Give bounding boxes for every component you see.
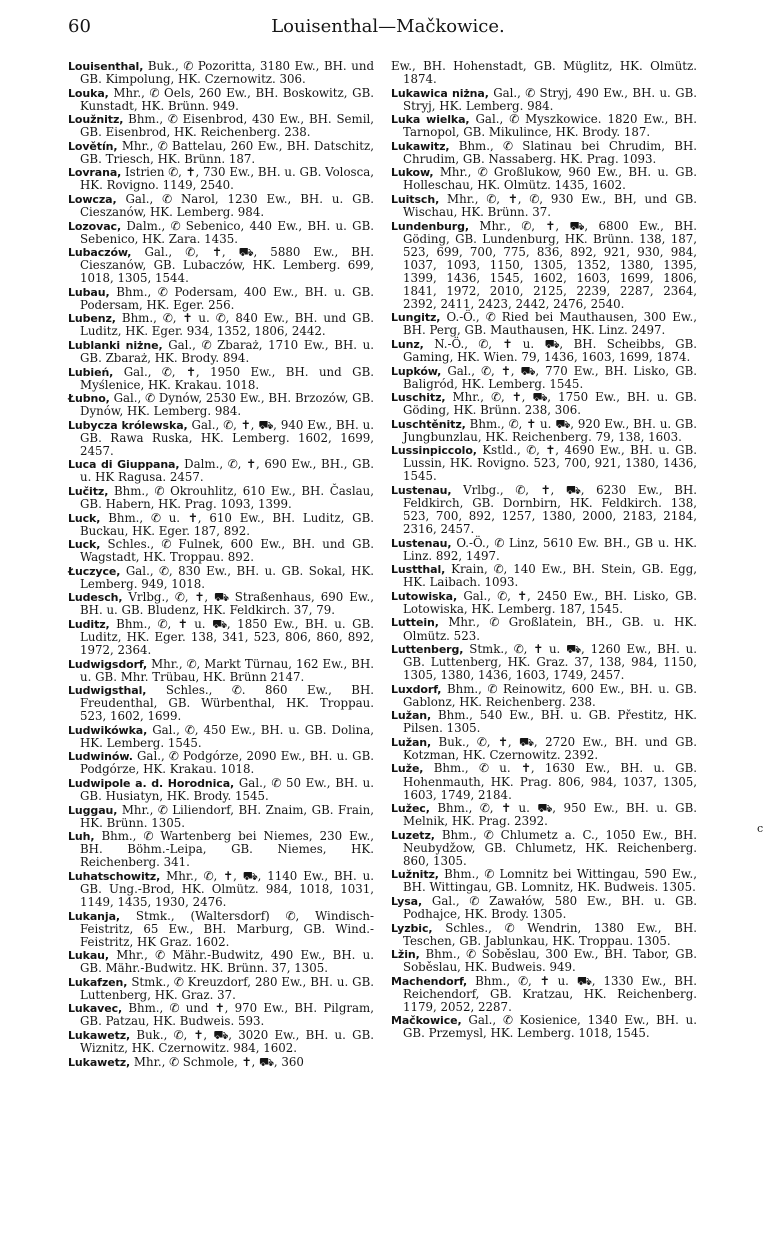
entry-headword: Ludwipole a. d. Horodnica, — [68, 777, 235, 791]
entry-text: Bhm., ✆, ✝ u. ✆, 840 Ew., BH. und GB. Luditz, HK. Eger. 934, 1352, 1806, 2442. — [80, 311, 375, 339]
gazetteer-entry — [391, 193, 697, 219]
entry-headword: Ludwigsthal, — [68, 684, 147, 698]
entry-headword: Lukawitz, — [391, 139, 450, 153]
gazetteer-entry — [68, 658, 374, 684]
entry-headword: Lukavec, — [68, 1002, 123, 1016]
gazetteer-entry — [68, 312, 374, 338]
gazetteer-entry — [391, 140, 697, 166]
entry-headword: Luxdorf, — [391, 682, 442, 696]
entry-text: Gal., ✆, ✝, 1950 Ew., BH. und GB. Myślenice, HK. Krakau. 1018. — [80, 364, 375, 392]
gazetteer-entry — [391, 220, 697, 311]
gazetteer-entry — [68, 485, 374, 511]
gazetteer-entry — [68, 684, 374, 723]
entry-text: O.-Ö., ✆ Ried bei Mauthausen, 300 Ew., BH. Perg, GB. Mauthausen, HK. Linz. 2497. — [403, 310, 698, 338]
entry-text: Mhr., ✆ Großlukow, 960 Ew., BH. u. GB. Holleschau, HK. Olmütz. 1435, 1602. — [403, 165, 698, 193]
entry-headword: Łubno, — [68, 392, 110, 406]
page-header — [68, 16, 708, 42]
entry-text: Mhr., ✆ Großlatein, BH., GB. u. HK. Olmütz. 523. — [403, 615, 697, 643]
entry-text: Bhm., ✆ Podersam, 400 Ew., BH. u. GB. Podersam, HK. Eger. 256. — [80, 284, 374, 312]
entry-headword: Ludwinów. — [68, 750, 133, 764]
entry-headword: Lozovac, — [68, 219, 122, 233]
gazetteer-entry — [68, 976, 374, 1002]
entry-text: Stmk., (Waltersdorf) ✆, Windisch-Feistritz, 65 Ew., BH. Marburg, GB. Wind.-Feistritz, HK Graz. 1602. — [80, 908, 374, 949]
entry-text: Bhm., ✆ Reinowitz, 600 Ew., BH. u. GB. Gablonz, HK. Reichenberg. 238. — [403, 681, 697, 709]
entry-text: Dalm., ✆, ✝, 690 Ew., BH., GB. u. HK Ragusa. 2457. — [80, 457, 375, 485]
entry-text: Vrlbg., ✆, ✝, ⛟ Straßenhaus, 690 Ew., BH. u. GB. Bludenz, HK. Feldkirch. 37, 79. — [80, 590, 374, 618]
gazetteer-entry — [391, 418, 697, 444]
entry-headword: Lukawetz, — [68, 1028, 131, 1042]
gazetteer-entry — [391, 802, 697, 828]
entry-headword: Luttenberg, — [391, 643, 464, 657]
gazetteer-entry — [68, 392, 374, 418]
entry-headword: Lupków, — [391, 364, 442, 378]
entry-headword: Loužnitz, — [68, 113, 124, 127]
entry-text: Bhm., ✆ Lomnitz bei Wittingau, 590 Ew., BH. Wittingau, GB. Lomnitz, HK. Budweis. 1305. — [403, 867, 697, 895]
gazetteer-entry — [68, 339, 374, 365]
gazetteer-entry — [391, 868, 697, 894]
entry-text: Ew., BH. Hohenstadt, GB. Müglitz, HK. Olmütz. 1874. — [391, 59, 697, 87]
entry-headword: Ludesch, — [68, 591, 123, 605]
entry-text: Stmk., ✆, ✝ u. ⛟, 1260 Ew., BH. u. GB. Luttenberg, HK. Graz. 37, 138, 984, 1150, 1305, 1380, 1436, 1603, 1749, 2457. — [403, 642, 698, 683]
entry-text: Gal., ✆ Dynów, 2530 Ew., BH. Brzozów, GB. Dynów, HK. Lemberg. 984. — [80, 391, 375, 419]
entry-headword: Luditz, — [68, 617, 110, 631]
entry-headword: Luitsch, — [391, 192, 440, 206]
gazetteer-entry — [68, 804, 374, 830]
entry-text: O.-Ö., ✆ Linz, 5610 Ew. BH., GB u. HK. Linz. 892, 1497. — [403, 535, 698, 563]
entry-text: Buk., ✆, ✝, ⛟, 2720 Ew., BH. und GB. Kotzman, HK. Czernowitz. 2392. — [403, 734, 698, 762]
entry-headword: Lučitz, — [68, 485, 109, 498]
entry-headword: Machendorf, — [391, 974, 468, 988]
gazetteer-entry — [391, 338, 697, 364]
page-number: 60 — [68, 16, 91, 37]
entry-headword: Luschitz, — [391, 391, 446, 405]
entry-text: Bhm., ✆ Okrouhlitz, 610 Ew., BH. Časlau, GB. Habern, HK. Prag. 1093, 1399. — [80, 484, 374, 512]
entry-headword: Luggau, — [68, 803, 118, 817]
entry-text: Schles., ✆ Fulnek, 600 Ew., BH. und GB. Wagstadt, HK. Troppau. 892. — [80, 537, 374, 565]
entry-text: Mhr., ✆ Liliendorf, BH. Znaim, GB. Frain, HK. Brünn. 1305. — [80, 802, 374, 830]
entry-text: Kstld., ✆, ✝, 4690 Ew., BH. u. GB. Lussin, HK. Rovigno. 523, 700, 921, 1380, 1436, 1545. — [403, 443, 698, 484]
gazetteer-entry — [391, 166, 697, 192]
gazetteer-entry — [68, 949, 374, 975]
entry-text: Mhr., ✆ Mähr.-Budwitz, 490 Ew., BH. u. GB. Mähr.-Budwitz. HK. Brünn. 37, 1305. — [80, 948, 375, 976]
entry-text: Vrlbg., ✆, ✝, ⛟, 6230 Ew., BH. Feldkirch, GB. Dornbirn, HK. Feldkirch. 138, 523, 700, 892, 1257, 1380, 2000, 2183, 2184, 2316, 2457. — [403, 483, 697, 537]
entry-headword: Lysa, — [391, 894, 423, 908]
entry-text: Bhm., ✆ u. ✝, 610 Ew., BH. Luditz, GB. Buckau, HK. Eger. 187, 892. — [80, 510, 375, 538]
gazetteer-entry — [68, 618, 374, 657]
entry-text: Dalm., ✆ Sebenico, 440 Ew., BH. u. GB. Sebenico, HK. Zara. 1435. — [80, 218, 374, 246]
gazetteer-entry — [391, 829, 697, 868]
entry-headword: Lundenburg, — [391, 219, 469, 233]
entry-headword: Lunz, — [391, 337, 424, 351]
gazetteer-entry — [391, 391, 697, 417]
entry-headword: Lubenz, — [68, 312, 116, 326]
entry-headword: Lukanja, — [68, 909, 120, 923]
gazetteer-entry — [391, 113, 697, 139]
margin-mark: c — [757, 822, 764, 835]
entry-text: Bhm., ✆, ✝ u. ⛟, 920 Ew., BH. u. GB. Jungbunzlau, HK. Reichenberg. 79, 138, 1603. — [403, 416, 697, 444]
entry-text: Bhm., ✆ Wartenberg bei Niemes, 230 Ew., BH. Böhm.-Leipa, GB. Niemes, HK. Reichenberg. 341. — [80, 829, 374, 870]
entry-headword: Lužan, — [391, 735, 432, 749]
entry-text: Gal., ✆, ✝, ⛟, 940 Ew., BH. u. GB. Rawa Ruska, HK. Lemberg. 1602, 1699, 2457. — [80, 417, 375, 458]
entry-headword: Luca di Giuppana, — [68, 458, 180, 472]
entry-headword: Luh, — [68, 830, 95, 844]
entry-text: Bhm., ✆, ✝ u. ⛟, 1850 Ew., BH. u. GB. Luditz, HK. Eger. 138, 341, 523, 806, 860, 892, 1972, 2364. — [80, 616, 375, 658]
entry-text: Schles., ✆. 860 Ew., BH. Freudenthal, GB. Würbenthal, HK. Troppau. 523, 1602, 1699. — [80, 683, 375, 724]
right-column — [391, 60, 697, 1041]
entry-text: Mhr., ✆, ✝, ⛟, 1750 Ew., BH. u. GB. Göding, HK. Brünn. 238, 306. — [403, 390, 698, 418]
entry-text: Gal., ✆, 830 Ew., BH. u. GB. Sokal, HK. Lemberg. 949, 1018. — [80, 563, 375, 591]
entry-text: Bhm., ✆, ✝ u. ⛟, 950 Ew., BH. u. GB. Melnik, HK. Prag. 2392. — [403, 801, 697, 829]
entry-headword: Lžin, — [391, 948, 420, 962]
entry-headword: Lužec, — [391, 802, 430, 816]
gazetteer-entry — [68, 724, 374, 750]
entry-text: Mhr., ✆ Schmole, ✝, ⛟, 360 — [133, 1054, 304, 1069]
entry-headword: Lubau, — [68, 285, 110, 299]
entry-headword: Łuczyce, — [68, 564, 121, 578]
gazetteer-entry — [391, 563, 697, 589]
gazetteer-entry — [391, 616, 697, 642]
gazetteer-entry — [68, 565, 374, 591]
entry-headword: Lukau, — [68, 949, 109, 963]
entry-headword: Lužnitz, — [391, 868, 439, 882]
entry-text: Buk., ✆, ✝, ⛟, 3020 Ew., BH. u. GB. Wiznitz, HK. Czernowitz. 984, 1602. — [80, 1027, 374, 1055]
entry-text: Bhm., ✆, ✝ u. ⛟, 1330 Ew., BH. Reichendorf, GB. Kratzau, HK. Reichenberg. 1179, 2052, 2287. — [403, 973, 698, 1014]
gazetteer-entry — [391, 484, 697, 536]
entry-text: Gal., ✆, ✝, ⛟, 770 Ew., BH. Lisko, GB. Baligród, HK. Lemberg. 1545. — [403, 363, 698, 391]
entry-headword: Louka, — [68, 86, 109, 100]
entry-text: Gal., ✆ Narol, 1230 Ew., BH. u. GB. Cieszanów, HK. Lemberg. 984. — [80, 191, 374, 220]
entry-headword: Lublanki niżne, — [68, 338, 163, 352]
entry-text: Krain, ✆, 140 Ew., BH. Stein, GB. Egg, HK. Laibach. 1093. — [403, 562, 698, 590]
gazetteer-entry — [391, 683, 697, 709]
gazetteer-entry — [68, 60, 374, 86]
gazetteer-entry — [68, 458, 374, 484]
entry-headword: Lubień, — [68, 365, 114, 379]
gazetteer-entry — [68, 220, 374, 246]
entry-text: Bhm., ✆ und ✝, 970 Ew., BH. Pilgram, GB. Patzau, HK. Budweis. 593. — [80, 1001, 374, 1029]
entry-text: Mhr., ✆, ✝, ⛟, 6800 Ew., BH. Göding, GB. Lundenburg, HK. Brünn. 138, 187, 523, 699, 700, 775, 836, 892, 921, 930, 984, 1037, 1093, 1150, 1305, 1352, 1380, 1395, 1399, 1436, 1545, 1602, 1603, 1699, 1806, 1841, 1972, 2010, 2125, 2239, 2287, 2364, 2392, 2411, 2423, 2442, 2476, 2540. — [403, 218, 697, 311]
gazetteer-entry — [68, 87, 374, 113]
entry-headword: Lungitz, — [391, 311, 441, 325]
left-column — [68, 60, 374, 1069]
entry-headword: Lubycza królewska, — [68, 418, 188, 432]
gazetteer-entry — [68, 246, 374, 285]
gazetteer-entry — [68, 777, 374, 803]
entry-headword: Lowcza, — [68, 192, 117, 206]
entry-headword: Mačkowice, — [391, 1014, 462, 1028]
entry-text: Gal., ✆ Stryj, 490 Ew., BH. u. GB. Stryj, HK. Lemberg. 984. — [403, 85, 697, 113]
gazetteer-entry — [68, 1029, 374, 1055]
gazetteer-entry — [68, 166, 374, 192]
entry-text: Gal., ✆ Kosienice, 1340 Ew., BH. u. GB. Przemysl, HK. Lemberg. 1018, 1545. — [403, 1013, 698, 1041]
entry-text: Bhm., 540 Ew., BH. u. GB. Přestitz, HK. Pilsen. 1305. — [403, 708, 698, 736]
gazetteer-entry — [391, 709, 697, 735]
entry-text: Gal., ✆, ✝, ⛟, 5880 Ew., BH. Cieszanów, GB. Lubaczów, HK. Lemberg. 699, 1018, 1305, 1544. — [80, 245, 374, 286]
entry-text: Bhm., ✆ Eisenbrod, 430 Ew., BH. Semil, GB. Eisenbrod, HK. Reichenberg. 238. — [80, 112, 375, 140]
gazetteer-entry — [391, 948, 697, 974]
entry-headword: Lutowiska, — [391, 589, 458, 603]
gazetteer-entry — [391, 895, 697, 921]
gazetteer-entry — [391, 444, 697, 483]
entry-text: N.-Ö., ✆, ✝ u. ⛟, BH. Scheibbs, GB. Gaming, HK. Wien. 79, 1436, 1603, 1699, 1874. — [403, 336, 697, 365]
entry-text: Bhm., ✆ u. ✝, 1630 Ew., BH. u. GB. Hohenmauth, HK. Prag. 806, 984, 1037, 1305, 1603, 1749, 2184. — [403, 761, 698, 802]
gazetteer-entry — [68, 591, 374, 617]
entry-headword: Lussinpiccolo, — [391, 444, 477, 458]
gazetteer-entry — [391, 365, 697, 391]
entry-headword: Luck, — [68, 538, 101, 552]
gazetteer-entry — [391, 643, 697, 682]
entry-headword: Lukawica niżna, — [391, 86, 489, 100]
gazetteer-entry — [68, 870, 374, 909]
entry-headword: Luck, — [68, 511, 101, 525]
gazetteer-entry — [391, 736, 697, 762]
entry-headword: Lustenau, — [391, 484, 452, 497]
gazetteer-entry — [391, 1014, 697, 1040]
gazetteer-entry — [391, 975, 697, 1014]
gazetteer-entry — [68, 512, 374, 538]
entry-text: Gal., ✆ Zbaraż, 1710 Ew., BH. u. GB. Zbaraż, HK. Brody. 894. — [80, 337, 374, 366]
entry-text: Bhm., ✆ Slatinau bei Chrudim, BH. Chrudim, GB. Nassaberg. HK. Prag. 1093. — [403, 138, 697, 166]
gazetteer-entry — [68, 113, 374, 139]
entry-text: Mhr., ✆, ✝, ⛟, 1140 Ew., BH. u. GB. Ung.-Brod, HK. Olmütz. 984, 1018, 1031, 1149, 1435, 1930, 2476. — [80, 868, 375, 909]
entry-text: Gal., ✆ 50 Ew., BH. u. GB. Husiatyn, HK. Brody. 1545. — [80, 776, 374, 804]
gazetteer-entry — [391, 922, 697, 948]
entry-headword: Lubaczów, — [68, 246, 132, 260]
entry-headword: Luzetz, — [391, 828, 435, 842]
entry-text: Gal., ✆, ✝, 2450 Ew., BH. Lisko, GB. Lotowiska, HK. Lemberg. 187, 1545. — [403, 588, 698, 616]
gazetteer-entry — [391, 762, 697, 801]
entry-headword: Lukawetz, — [68, 1055, 131, 1069]
gazetteer-entry — [391, 87, 697, 113]
entry-text: Mhr., ✆ Oels, 260 Ew., BH. Boskowitz, GB. Kunstadt, HK. Brünn. 949. — [80, 85, 374, 113]
running-title: Louisenthal—Mačkowice. — [271, 16, 505, 37]
gazetteer-entry — [68, 750, 374, 776]
entry-headword: Luttein, — [391, 616, 439, 630]
entry-headword: Lužan, — [391, 709, 432, 723]
entry-text: Gal., ✆ Podgórze, 2090 Ew., BH. u. GB. Podgórze, HK. Krakau. 1018. — [80, 749, 375, 777]
entry-headword: Lustthal, — [391, 563, 446, 577]
entry-headword: Ludwigsdorf, — [68, 657, 148, 671]
gazetteer-entry — [68, 193, 374, 219]
entry-text: Gal., ✆ Myszkowice. 1820 Ew., BH. Tarnopol, GB. Mikulince, HK. Brody. 187. — [403, 112, 698, 140]
entry-headword: Ludwikówka, — [68, 723, 148, 737]
entry-text: Bhm., ✆ Soběslau, 300 Ew., BH. Tabor, GB. Soběslau, HK. Budweis. 949. — [403, 947, 698, 975]
entry-headword: Lukafzen, — [68, 975, 128, 989]
gazetteer-entry — [391, 60, 697, 86]
gazetteer-entry — [68, 910, 374, 949]
gazetteer-entry — [68, 830, 374, 869]
gazetteer-entry — [391, 311, 697, 337]
gazetteer-entry — [68, 286, 374, 312]
gazetteer-entry — [391, 537, 697, 563]
entry-text: Gal., ✆, 450 Ew., BH. u. GB. Dolina, HK. Lemberg. 1545. — [80, 722, 375, 750]
entry-text: Stmk., ✆ Kreuzdorf, 280 Ew., BH. u. GB. Luttenberg, HK. Graz. 37. — [80, 974, 375, 1002]
entry-headword: Lovětín, — [68, 139, 118, 153]
entry-text: Gal., ✆ Zawałów, 580 Ew., BH. u. GB. Podhajce, HK. Brody. 1305. — [403, 893, 697, 921]
entry-text: Mhr., ✆, ✝, ✆, 930 Ew., BH, und GB. Wischau, HK. Brünn. 37. — [403, 191, 698, 220]
gazetteer-entry — [68, 1002, 374, 1028]
entry-text: Buk., ✆ Pozoritta, 3180 Ew., BH. und GB. Kimpolung, HK. Czernowitz. 306. — [80, 59, 375, 87]
gazetteer-entry — [68, 140, 374, 166]
gazetteer-entry — [391, 590, 697, 616]
entry-text: Schles., ✆ Wendrin, 1380 Ew., BH. Teschen, GB. Jablunkau, HK. Troppau. 1305. — [403, 920, 698, 948]
entry-headword: Lustenau, — [391, 536, 452, 550]
entry-headword: Luschtěnitz, — [391, 417, 466, 431]
entry-headword: Lukow, — [391, 166, 434, 180]
entry-text: Mhr., ✆, Markt Türnau, 162 Ew., BH. u. GB. Mhr. Trübau, HK. Brünn 2147. — [80, 656, 374, 684]
entry-headword: Lyzbic, — [391, 921, 433, 935]
entry-headword: Luže, — [391, 762, 424, 776]
entry-headword: Lovrana, — [68, 166, 122, 180]
entry-text: Bhm., ✆ Chlumetz a. C., 1050 Ew., BH. Neubydžow, GB. Chlumetz, HK. Reichenberg. 860, 1305. — [403, 827, 698, 868]
gazetteer-entry — [68, 419, 374, 458]
entry-headword: Luhatschowitz, — [68, 869, 161, 883]
gazetteer-entry — [68, 1056, 374, 1069]
gazetteer-entry — [68, 538, 374, 564]
entry-headword: Luka wielka, — [391, 113, 470, 127]
entry-text: Istrien ✆, ✝, 730 Ew., BH. u. GB. Volosca, HK. Rovigno. 1149, 2540. — [80, 165, 375, 193]
gazetteer-entry — [68, 366, 374, 392]
entry-headword: Louisenthal, — [68, 60, 144, 73]
entry-text: Mhr., ✆ Battelau, 260 Ew., BH. Datschitz, GB. Triesch, HK. Brünn. 187. — [80, 138, 374, 166]
